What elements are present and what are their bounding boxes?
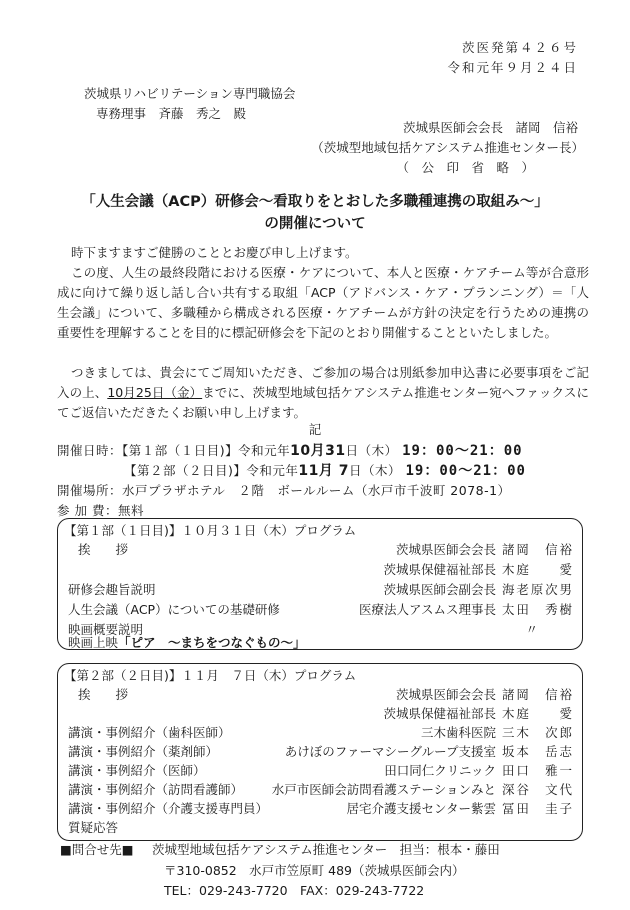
- speaker-name: 田口 雅一: [502, 763, 572, 778]
- program-item: 講演・事例紹介（歯科医師）: [68, 725, 231, 740]
- speaker-name: 三木 次郎: [502, 725, 572, 740]
- recipient-org: 茨城県リハビリテーション専門職協会: [84, 86, 296, 101]
- program1-row: [58, 600, 582, 620]
- request-paragraph: [57, 363, 589, 423]
- program2-heading: [58, 666, 582, 686]
- sender-role: （茨城型地域包括ケアシステム推進センター長）: [311, 140, 584, 155]
- speaker-name: 諸岡 信裕: [502, 542, 572, 557]
- part1-label: 【第１部（１日目)】令和元年: [122, 443, 291, 458]
- schedule-date-label: 開催日時：: [57, 443, 123, 458]
- program-item: 挨 拶: [78, 687, 129, 702]
- part2-label: 【第２部（２日目)】令和元年: [124, 463, 299, 478]
- speaker-org: 居宅介護支援センター紫雲: [346, 801, 496, 816]
- recipient-person: 専務理事 斉藤 秀之 殿: [96, 106, 247, 121]
- document-date: 令和元年９月２４日: [447, 60, 578, 75]
- speaker-org: 医療法人アスムス理事長: [358, 602, 496, 617]
- program1-row: [58, 560, 582, 580]
- speaker-org: 茨城県保健福祉部長: [383, 706, 496, 721]
- program-item: 講演・事例紹介（訪問看護師）: [68, 782, 244, 797]
- part2-day: 日（木）: [349, 463, 402, 478]
- speaker-name: 海老原次男: [502, 582, 572, 597]
- film-title: 「ピア 〜まちをつなぐもの〜」: [118, 635, 306, 650]
- speaker-org: 茨城県医師会会長: [395, 687, 496, 702]
- ditto-mark: 〃: [525, 622, 538, 637]
- speaker-org: 三木歯科医院: [420, 725, 496, 740]
- seal-omitted-note: （ 公 印 省 略 ）: [396, 160, 534, 175]
- contact-phone-fax: TEL：029-243-7720 FAX：029-243-7722: [164, 883, 425, 898]
- program2-row: [58, 685, 582, 705]
- speaker-org: 水戸市医師会訪問看護ステーションみと: [271, 782, 496, 797]
- part2-date: 11月 7: [298, 463, 349, 479]
- document-title-line2: の開催について: [264, 216, 366, 232]
- reply-deadline: 10月25日（金）: [107, 385, 203, 400]
- program2-row: [58, 704, 582, 724]
- speaker-name: 木庭 愛: [502, 706, 572, 721]
- speaker-org: 茨城県医師会会長: [395, 542, 496, 557]
- venue: 開催場所：水戸プラザホテル ２階 ボールルーム（水戸市千波町 2078-1）: [57, 483, 511, 498]
- program2-row: [58, 818, 582, 838]
- fee: 参 加 費：無料: [57, 503, 144, 518]
- speaker-name: 木庭 愛: [502, 562, 572, 577]
- request-text-post: までに、茨城型地域包括ケアシステム推進センター宛へファックスにてご返信いただきたくお願い申し上げます。: [57, 385, 589, 420]
- program-item: 講演・事例紹介（薬剤師）: [68, 744, 219, 759]
- film-screening-label: 映画上映: [68, 635, 119, 650]
- schedule-part1: [57, 441, 523, 461]
- program-box-part1: [57, 518, 583, 650]
- program-item: 人生会議（ACP）についての基礎研修: [68, 602, 280, 617]
- document-number: 茨医発第４２６号: [461, 40, 578, 55]
- speaker-name: 諸岡 信裕: [502, 687, 572, 702]
- program1-heading: [58, 521, 582, 541]
- document-title-line1: 「人生会議（ACP）研修会〜看取りをとおした多職種連携の取組み〜」: [81, 194, 549, 210]
- part2-time: 19：00〜21：00: [405, 463, 526, 479]
- speaker-org: 田口同仁クリニック: [384, 763, 496, 778]
- ki-marker: 記: [308, 422, 322, 437]
- greeting-paragraph: 時下ますますご健勝のこととお慶び申し上げます。: [71, 245, 358, 260]
- contact-address: 〒310-0852 水戸市笠原町 489（茨城県医師会内）: [164, 863, 465, 878]
- purpose-paragraph: この度、人生の最終段階における医療・ケアについて、本人と医療・ケアチーム等が合意形成に向けて繰り返し話し合い共有する取組「ACP（アドバンス・ケア・プランニング）＝「人生会議」について、多職種から構成される医療・ケアチームが方針の決定を行うための連携の重要性を理解することを目的に標記研修会を下記のとおり開催することといたしました。: [57, 265, 589, 340]
- program2-row: [58, 799, 582, 819]
- program1-row: [58, 633, 582, 653]
- program2-row: [58, 780, 582, 800]
- speaker-org: あけぼのファーマシーグループ支援室: [284, 744, 496, 759]
- program-item: [68, 633, 306, 653]
- sender-title: 茨城県医師会会長 諸岡 信裕: [402, 120, 578, 135]
- program-item: 講演・事例紹介（医師）: [68, 763, 206, 778]
- part1-day: 日（木）: [345, 443, 398, 458]
- program-item: 挨 拶: [78, 542, 129, 557]
- speaker-org: 茨城県保健福祉部長: [383, 562, 496, 577]
- part1-time: 19：00〜21：00: [402, 443, 523, 459]
- contact-org: 茨城型地域包括ケアシステム推進センター 担当：根本・藤田: [152, 842, 500, 857]
- program-item: 映画概要説明: [68, 622, 144, 637]
- program-item: 質疑応答: [68, 820, 119, 835]
- program2-row: [58, 761, 582, 781]
- speaker-name: 冨田 圭子: [502, 801, 572, 816]
- speaker-name: 太田 秀樹: [502, 602, 572, 617]
- program-item: 講演・事例紹介（介護支援専門員）: [68, 801, 269, 816]
- program1-row: [58, 540, 582, 560]
- program-item: 研修会趣旨説明: [68, 582, 156, 597]
- speaker-org: 茨城県医師会副会長: [383, 582, 496, 597]
- speaker-name: 深谷 文代: [502, 782, 572, 797]
- program2-heading-text: 【第２部（２日目)】１１月 ７日（木）プログラム: [64, 668, 357, 683]
- program-box-part2: [57, 663, 583, 841]
- program1-row: [58, 580, 582, 600]
- schedule-part2: [124, 461, 526, 481]
- program2-row: [58, 723, 582, 743]
- program2-row: [58, 742, 582, 762]
- part1-date: 10月31: [290, 443, 346, 459]
- contact-label: ■問合せ先■: [60, 842, 134, 857]
- program1-heading-text: 【第１部（１日目)】１０月３１日（木）プログラム: [64, 523, 357, 538]
- speaker-name: 坂本 岳志: [502, 744, 572, 759]
- request-text-pre: つきましては、貴会にてご周知いただき、ご参加の場合は別紙参加申込書に必要事項をご記入の上、: [57, 365, 589, 400]
